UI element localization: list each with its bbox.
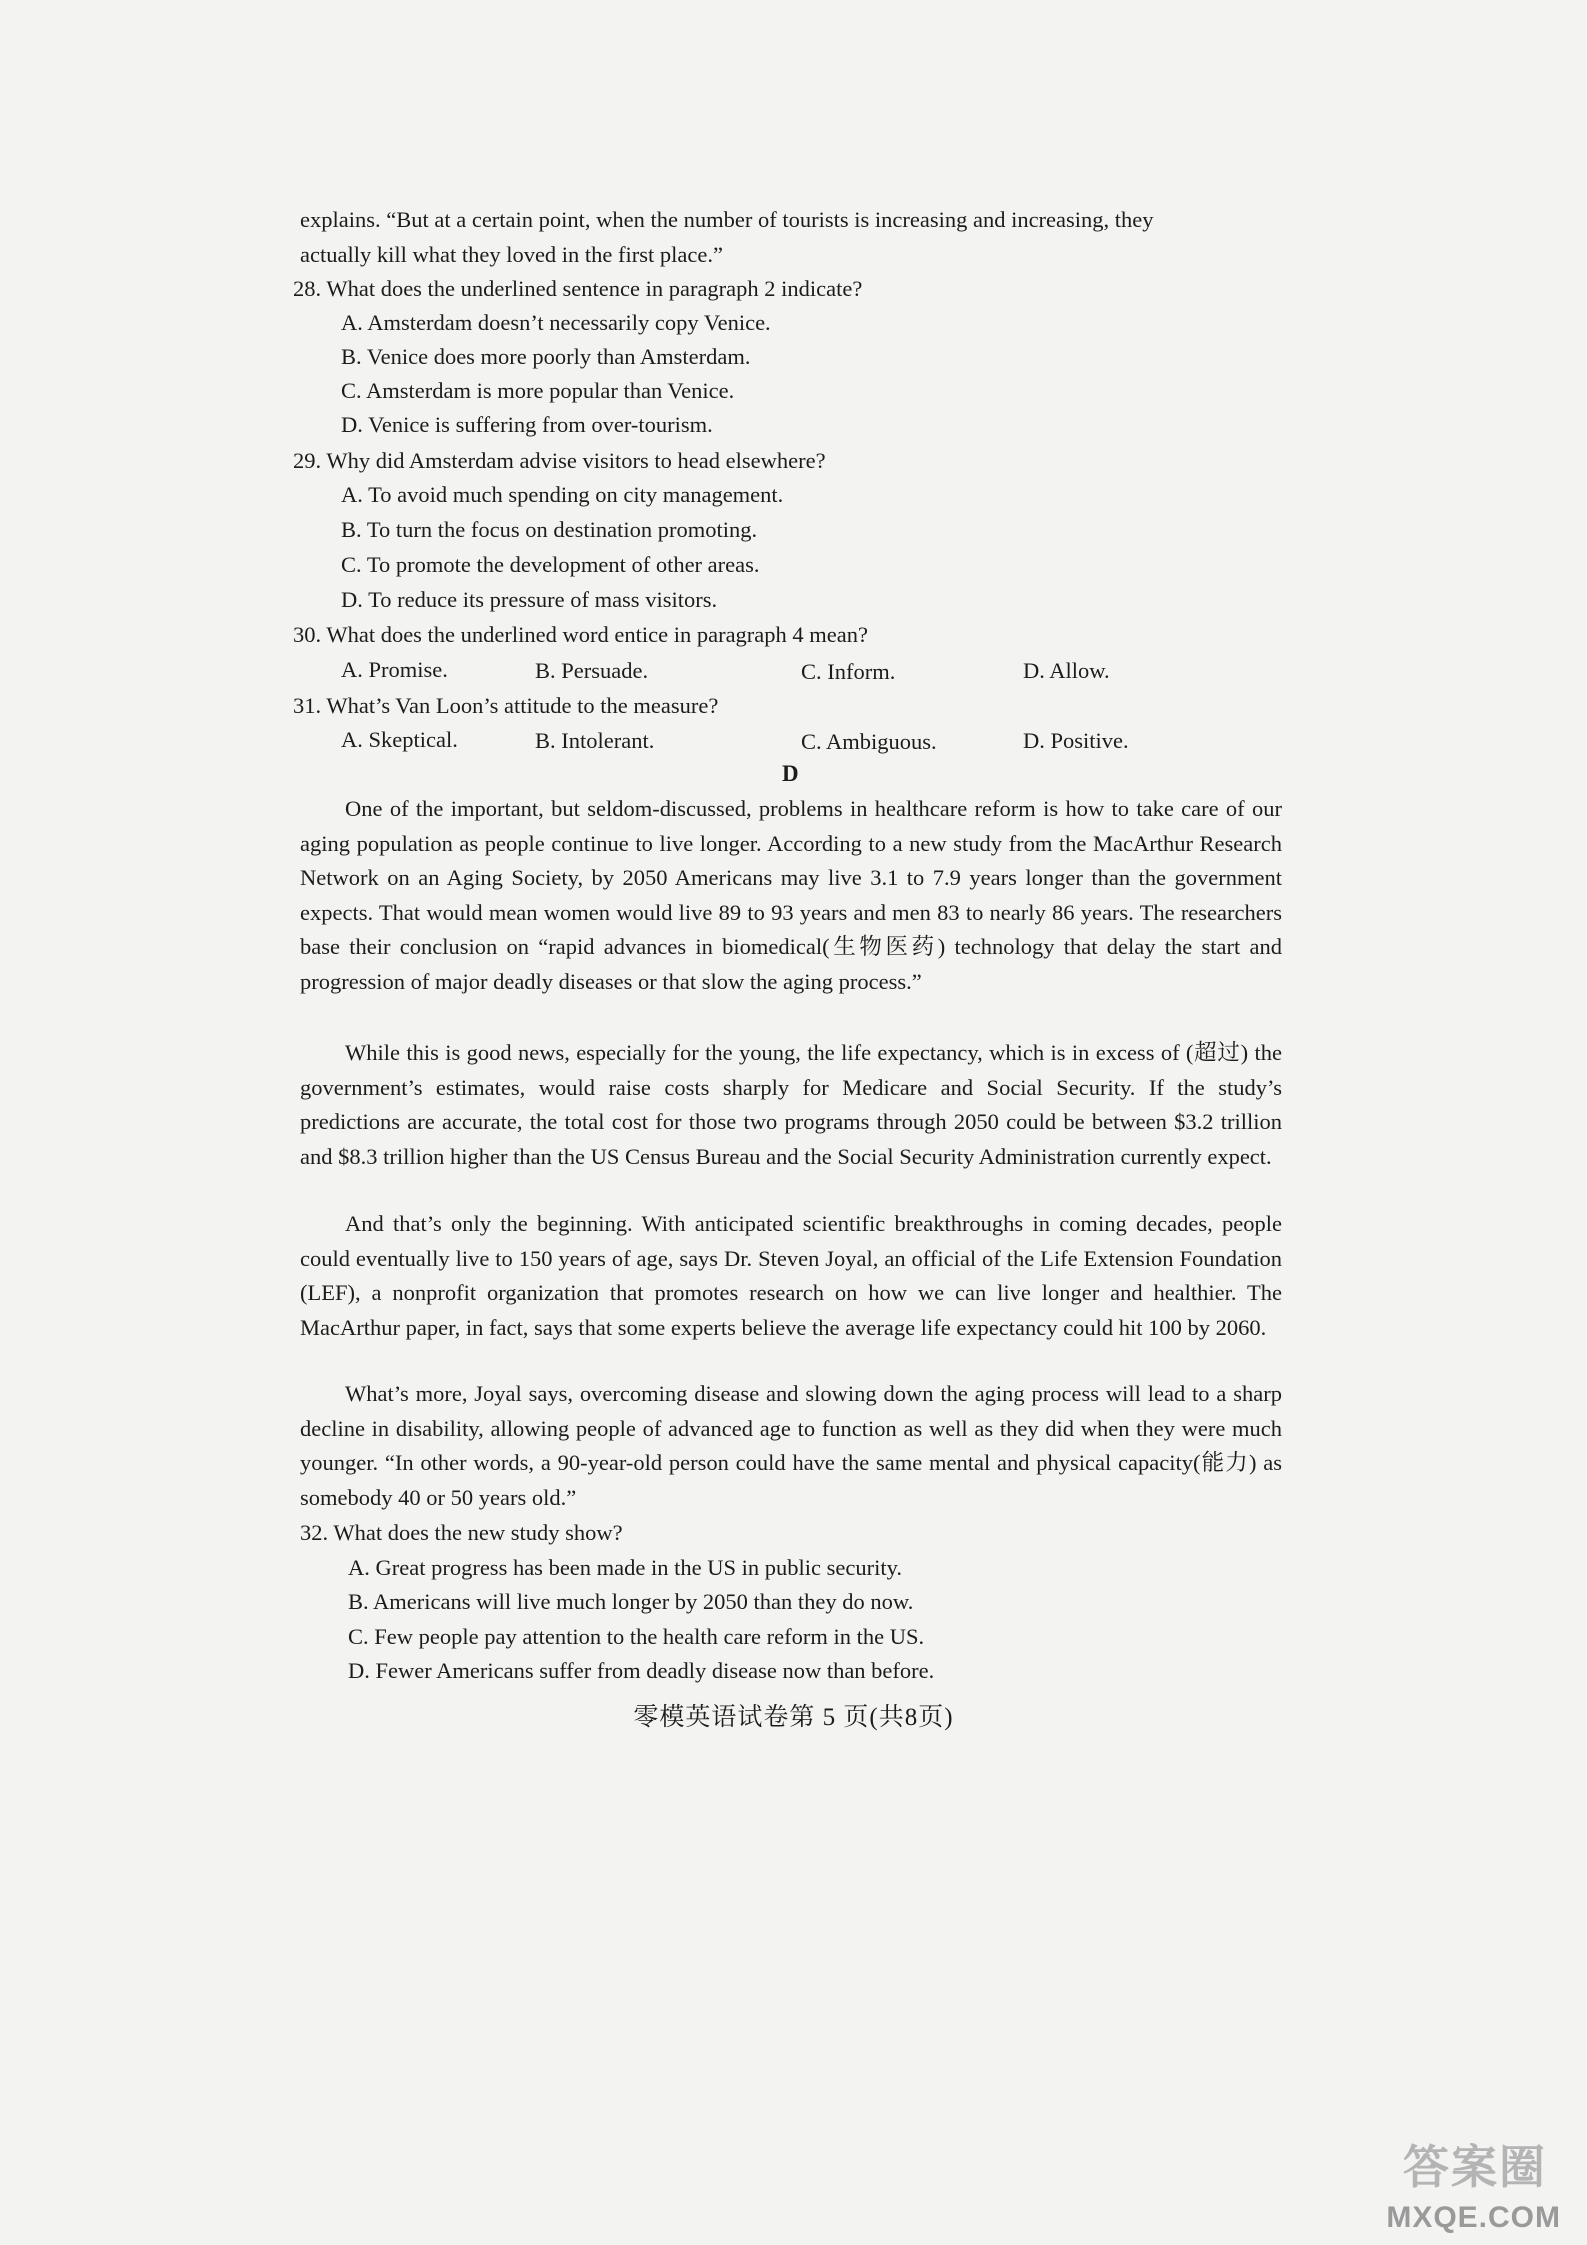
question-29-stem: 29. Why did Amsterdam advise visitors to head elsewhere?	[293, 448, 826, 473]
section-d-heading: D	[782, 761, 799, 786]
passage-c-ending	[300, 203, 1282, 272]
passage-c-line-2: actually kill what they loved in the first place.”	[300, 241, 723, 267]
question-31-stem: 31. What’s Van Loon’s attitude to the measure?	[293, 693, 719, 718]
q29-option-b: B. To turn the focus on destination promoting.	[341, 517, 758, 542]
q30-option-c: C. Inform.	[801, 659, 896, 684]
question-30-stem: 30. What does the underlined word entice in paragraph 4 mean?	[293, 622, 869, 647]
q28-option-a: A. Amsterdam doesn’t necessarily copy Venice.	[341, 310, 771, 335]
q32-option-a: A. Great progress has been made in the US in public security.	[348, 1555, 903, 1580]
passage-d-paragraph-4: What’s more, Joyal says, overcoming disease and slowing down the aging process will lead to a sharp decline in disability, allowing people of advanced age to function as well as they did when they were much younger. “In other words, a 90-year-old person could have the same mental and physical capacity(能力) as somebody 40 or 50 years old.”	[300, 1381, 1282, 1510]
question-32-stem: 32. What does the new study show?	[300, 1520, 623, 1545]
q32-option-b: B. Americans will live much longer by 2050 than they do now.	[348, 1589, 914, 1614]
page-footer: 零模英语试卷第 5 页(共8页)	[633, 1704, 954, 1731]
passage-d-paragraph-2: While this is good news, especially for the young, the life expectancy, which is in excess of (超过) the government’s estimates, would raise costs sharply for Medicare and Social Security. If the study’s predictions are accurate, the total cost for those two programs through 2050 could be between $3.2 trillion and $8.3 trillion higher than the US Census Bureau and the Social Security Administration currently expect.	[300, 1040, 1282, 1169]
q30-option-a: A. Promise.	[341, 657, 448, 682]
q29-option-c: C. To promote the development of other areas.	[341, 552, 760, 577]
passage-d-paragraph-3: And that’s only the beginning. With anticipated scientific breakthroughs in coming decades, people could eventually live to 150 years of age, says Dr. Steven Joyal, an official of the Life Extension Foundation (LEF), a nonprofit organization that promotes research on how we can live longer and healthier. The MacArthur paper, in fact, says that some experts believe the average life expectancy could hit 100 by 2060.	[300, 1211, 1282, 1340]
passage-d-paragraph-1: One of the important, but seldom-discussed, problems in healthcare reform is how to take care of our aging population as people continue to live longer. According to a new study from the MacArthur Research Network on an Aging Society, by 2050 Americans may live 3.1 to 7.9 years longer than the government expects. That would mean women would live 89 to 93 years and men 83 to nearly 86 years. The researchers base their conclusion on “rapid advances in biomedical(生物医药) technology that delay the start and progression of major deadly diseases or that slow the aging process.”	[300, 796, 1282, 994]
q32-option-d: D. Fewer Americans suffer from deadly disease now than before.	[348, 1658, 935, 1683]
q32-option-c: C. Few people pay attention to the health care reform in the US.	[348, 1624, 925, 1649]
q31-option-a: A. Skeptical.	[341, 727, 458, 752]
q31-option-b: B. Intolerant.	[535, 728, 655, 753]
q28-option-c: C. Amsterdam is more popular than Venice.	[341, 378, 735, 403]
watermark-site: MXQE.COM	[1386, 2201, 1561, 2234]
q30-option-d: D. Allow.	[1023, 658, 1110, 683]
q30-option-b: B. Persuade.	[535, 658, 649, 683]
question-28-stem: 28. What does the underlined sentence in paragraph 2 indicate?	[293, 276, 863, 301]
q31-option-c: C. Ambiguous.	[801, 729, 937, 754]
q29-option-a: A. To avoid much spending on city management.	[341, 482, 784, 507]
q28-option-d: D. Venice is suffering from over-tourism.	[341, 412, 713, 437]
passage-c-line-1: explains. “But at a certain point, when the number of tourists is increasing and increasing, they	[300, 207, 1154, 232]
watermark-logo: 答案圈	[1403, 2140, 1547, 2194]
q29-option-d: D. To reduce its pressure of mass visitors.	[341, 587, 718, 612]
q28-option-b: B. Venice does more poorly than Amsterdam.	[341, 344, 751, 369]
q31-option-d: D. Positive.	[1023, 728, 1129, 753]
